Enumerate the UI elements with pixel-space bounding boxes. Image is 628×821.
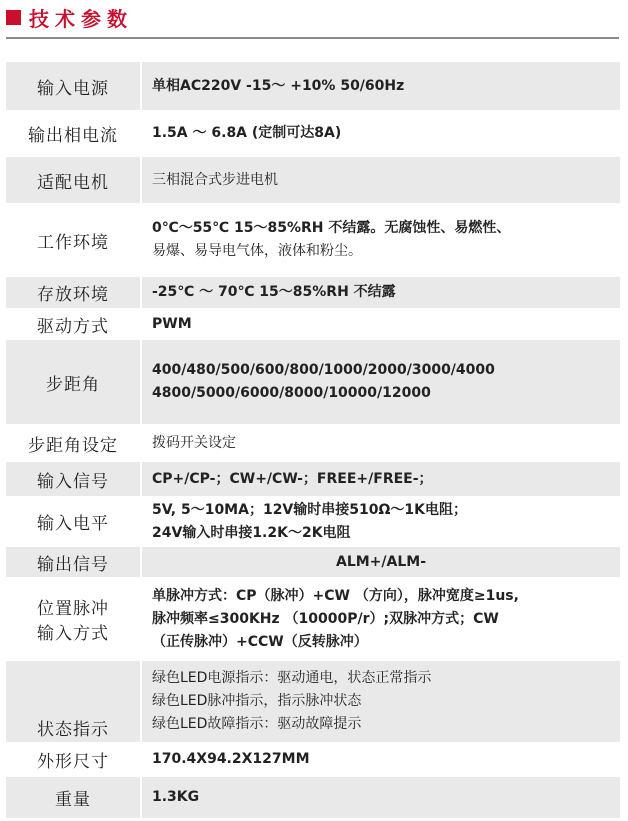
value-line: 绿色LED脉冲指示，指示脉冲状态: [152, 693, 362, 709]
spec-value: 170.4X94.2X127MM: [141, 743, 620, 776]
label-line: 位置脉冲: [37, 599, 109, 619]
spec-row-weight: [6, 776, 620, 818]
spec-value: 拨码开关设定: [141, 425, 620, 461]
value-line: 单脉冲方式：CP（脉冲）+CW （方向），脉冲宽度≥1us,: [152, 587, 519, 604]
spec-row-pulse-input: [6, 578, 620, 660]
spec-row-work-env: [6, 204, 620, 276]
spec-label: 步距角设定: [6, 425, 141, 461]
spec-table: [6, 60, 620, 818]
spec-value: -25℃ ～ 70℃ 15～85%RH 不结露: [141, 276, 620, 309]
spec-value: 单相AC220V -15～ +10% 50/60Hz: [141, 61, 620, 111]
spec-row-input-signal: [6, 461, 620, 497]
value-line: 绿色LED电源指示：驱动通电，状态正常指示: [152, 670, 432, 686]
value-line: 0℃～55℃ 15～85%RH 不结露。无腐蚀性、易燃性、: [152, 220, 511, 236]
spec-row-input-level: [6, 497, 620, 546]
spec-label: 存放环境: [6, 276, 141, 309]
section-header: [6, 2, 133, 32]
spec-label: 工作环境: [6, 204, 141, 276]
spec-label: 状态指示: [6, 660, 141, 743]
label-line: 输入方式: [37, 624, 109, 644]
value-line: 绿色LED故障指示：驱动故障提示: [152, 716, 362, 732]
spec-value: [141, 497, 620, 546]
value-line: 5V, 5～10MA；12V输时串接510Ω～1K电阻；: [152, 501, 467, 518]
spec-label: 输出相电流: [6, 111, 141, 156]
spec-row-step-setting: [6, 425, 620, 461]
spec-label: 外形尺寸: [6, 743, 141, 776]
value-line: 400/480/500/600/800/1000/2000/3000/4000: [152, 362, 495, 378]
spec-label: 输入信号: [6, 461, 141, 497]
spec-value: CP+/CP-；CW+/CW-；FREE+/FREE-；: [141, 461, 620, 497]
spec-value: [141, 339, 620, 425]
section-title: 技术参数: [29, 6, 133, 31]
spec-value: [141, 204, 620, 276]
spec-label: 重量: [6, 776, 141, 818]
spec-value: ALM+/ALM-: [141, 546, 620, 578]
spec-row-storage-env: [6, 276, 620, 309]
spec-row-step-angle: [6, 339, 620, 425]
spec-row-output-current: [6, 111, 620, 156]
value-line: 易爆、易导电气体，液体和粉尘。: [152, 243, 362, 259]
spec-row-drive-mode: [6, 309, 620, 339]
spec-value: [141, 660, 620, 743]
spec-row-output-signal: [6, 546, 620, 578]
spec-value: 三相混合式步进电机: [141, 156, 620, 204]
spec-row-dimensions: [6, 743, 620, 776]
spec-value: 1.5A ～ 6.8A (定制可达8A): [141, 111, 620, 156]
spec-label: 驱动方式: [6, 309, 141, 339]
spec-value: [141, 578, 620, 660]
value-line: （正传脉冲）+CCW（反转脉冲）: [152, 633, 368, 650]
spec-label: 输入电源: [6, 61, 141, 111]
spec-label: 步距角: [6, 339, 141, 425]
spec-label: [6, 578, 141, 660]
spec-row-input-power: [6, 61, 620, 111]
spec-label: 输出信号: [6, 546, 141, 578]
spec-label: 适配电机: [6, 156, 141, 204]
spec-label: 输入电平: [6, 497, 141, 546]
value-line: 脉冲频率≤300KHz （10000P/r）;双脉冲方式；CW: [152, 610, 499, 627]
spec-row-motor: [6, 156, 620, 204]
header-divider: [6, 37, 619, 39]
spec-value: 1.3KG: [141, 776, 620, 818]
value-line: 4800/5000/6000/8000/10000/12000: [152, 385, 431, 401]
header-square-icon: [6, 10, 21, 25]
spec-row-status: [6, 660, 620, 743]
value-line: 24V输入时串接1.2K～2K电阻: [152, 524, 351, 541]
spec-value: PWM: [141, 309, 620, 339]
